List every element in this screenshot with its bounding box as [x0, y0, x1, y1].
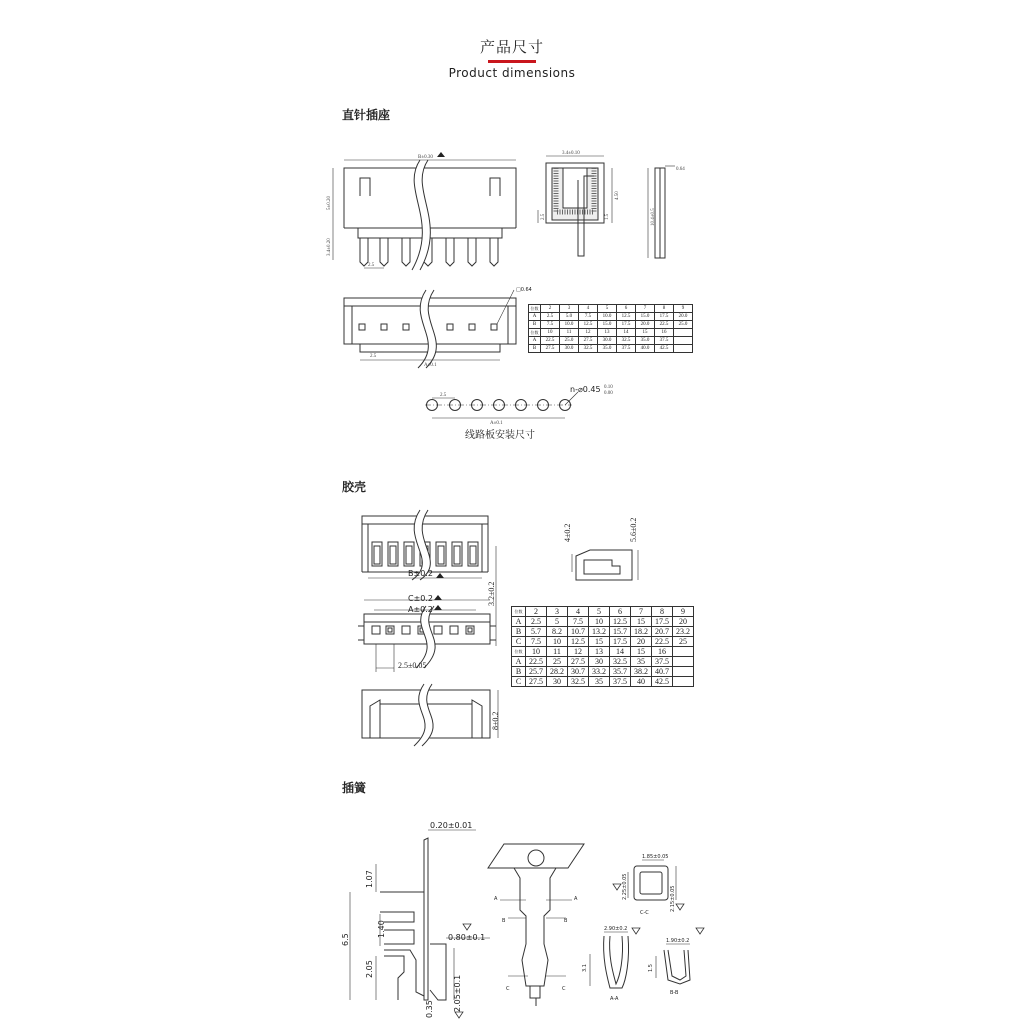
- housing-table-cell: 位数: [512, 607, 526, 617]
- section-b-b: [656, 944, 690, 984]
- header-pin-table-cell: 12.5: [579, 321, 598, 329]
- housing-table-row: [512, 627, 694, 637]
- housing-table-row: [512, 677, 694, 687]
- terminal-top-view: [488, 844, 584, 1006]
- housing-table-cell: B: [512, 667, 526, 677]
- dim-side-h2: 2.5: [541, 213, 546, 220]
- housing-table-cell: 25: [673, 637, 694, 647]
- housing-table-cell: 17.5: [652, 617, 673, 627]
- housing-table-cell: 15: [589, 637, 610, 647]
- header-pin-table-cell: 17.5: [655, 313, 674, 321]
- housing-back-view: [362, 684, 498, 746]
- dim-pcb-pitch: 2.5: [440, 393, 447, 398]
- dim-terminal-65: 6.5: [341, 933, 350, 946]
- header-pin-table-cell: 25.0: [560, 337, 579, 345]
- label-cut-c-right: C: [562, 986, 566, 992]
- housing-table-cell: 38.2: [631, 667, 652, 677]
- header-pin-table-cell: [674, 345, 693, 353]
- header-pin-table-cell: 37.5: [655, 337, 674, 345]
- dim-pcb-hole: n-⌀0.45: [570, 385, 601, 394]
- header-pin-table-cell: 9: [674, 305, 693, 313]
- section-a-a: [590, 932, 629, 988]
- housing-table-cell: 14: [610, 647, 631, 657]
- dim-housing-h-front: 3.2±0.2: [487, 581, 496, 606]
- housing-table-cell: 28.2: [547, 667, 568, 677]
- label-cut-a-left: A: [494, 896, 498, 902]
- housing-table-cell: 25: [547, 657, 568, 667]
- header-pin-table-cell: 6: [617, 305, 636, 313]
- header-pin-table-cell: 11: [560, 329, 579, 337]
- housing-table-cell: [673, 667, 694, 677]
- dim-terminal-thickness: 0.20±0.01: [430, 821, 473, 830]
- dim-side-h3: 1.5: [605, 213, 610, 220]
- header-pin-table-row: [529, 305, 693, 313]
- housing-table-cell: 40: [631, 677, 652, 687]
- housing-table-cell: 42.5: [652, 677, 673, 687]
- header-pin-table-cell: 7.5: [579, 313, 598, 321]
- housing-table-cell: 32.5: [568, 677, 589, 687]
- header-pin-table-cell: 32.5: [579, 345, 598, 353]
- header-pin-table-cell: 22.5: [655, 321, 674, 329]
- housing-table-row: [512, 647, 694, 657]
- housing-table-row: [512, 637, 694, 647]
- housing-table-cell: 35.7: [610, 667, 631, 677]
- dim-terminal-215: 2.15±0.05: [670, 885, 676, 912]
- housing-table-cell: 23.2: [673, 627, 694, 637]
- header-pin-table-cell: 30.0: [598, 337, 617, 345]
- header-pin-table-row: [529, 313, 693, 321]
- housing-table-cell: 10: [526, 647, 547, 657]
- header-pin-table-cell: 16: [655, 329, 674, 337]
- housing-table-cell: [673, 677, 694, 687]
- dim-housing-side-4: 4±0.2: [563, 523, 572, 542]
- housing-table-cell: 33.2: [589, 667, 610, 677]
- housing-table-cell: 15: [631, 617, 652, 627]
- housing-table-cell: 40.7: [652, 667, 673, 677]
- housing-table-cell: 位数: [512, 647, 526, 657]
- section-title-terminal: 插簧: [342, 781, 367, 795]
- section-title-header-pin: 直针插座: [342, 108, 391, 122]
- housing-table-row: [512, 657, 694, 667]
- dim-housing-c: C±0.2: [408, 594, 434, 603]
- dim-terminal-290: 2.90±0.2: [604, 926, 628, 932]
- dim-pin-thick: 0.64: [676, 167, 685, 172]
- header-pin-table-cell: 13: [598, 329, 617, 337]
- header-pin-table-cell: [674, 329, 693, 337]
- housing-table-cell: 12.5: [610, 617, 631, 627]
- housing-table-cell: 5: [547, 617, 568, 627]
- dim-bottom-a: A±0.1: [424, 363, 437, 368]
- housing-table-row: [512, 607, 694, 617]
- housing-table-cell: A: [512, 617, 526, 627]
- housing-table-cell: 16: [652, 647, 673, 657]
- header-pin-table-cell: 35.0: [598, 345, 617, 353]
- housing-table-cell: A: [512, 657, 526, 667]
- housing-table-cell: 30: [547, 677, 568, 687]
- dim-terminal-225: 2.25±0.05: [622, 873, 628, 900]
- header-pin-spec-table: [528, 304, 693, 353]
- housing-table-cell: 20.7: [652, 627, 673, 637]
- section-c-c: [628, 860, 676, 900]
- header-pin-table-cell: 7: [636, 305, 655, 313]
- housing-table-cell: 5: [589, 607, 610, 617]
- page-subtitle: Product dimensions: [448, 66, 576, 80]
- dim-pin-square: □0.64: [516, 287, 532, 293]
- housing-table-cell: 15: [631, 647, 652, 657]
- header-pin-table-cell: 30.0: [560, 345, 579, 353]
- header-pin-table-cell: B: [529, 321, 541, 329]
- housing-table-cell: 3: [547, 607, 568, 617]
- header-pin-table-cell: 14: [617, 329, 636, 337]
- housing-table-cell: 7.5: [526, 637, 547, 647]
- header-pin-table-cell: A: [529, 313, 541, 321]
- housing-table-cell: 11: [547, 647, 568, 657]
- dim-terminal-140: 1.40: [377, 920, 386, 938]
- dim-side-h1: 4.50: [615, 191, 620, 200]
- housing-table-cell: 37.5: [652, 657, 673, 667]
- housing-table-cell: 7: [631, 607, 652, 617]
- header-pin-table-cell: 5: [598, 305, 617, 313]
- section-title-housing: 胶壳: [342, 480, 367, 494]
- header-pin-table-cell: 2.5: [541, 313, 560, 321]
- dim-housing-a: A±0.2: [408, 605, 433, 614]
- housing-table-cell: 10: [547, 637, 568, 647]
- header-pin-table-cell: 4: [579, 305, 598, 313]
- housing-table-cell: 4: [568, 607, 589, 617]
- header-pin-table-cell: 42.5: [655, 345, 674, 353]
- header-pin-table-cell: 27.5: [541, 345, 560, 353]
- housing-table-cell: 22.5: [652, 637, 673, 647]
- page-title: 产品尺寸: [479, 38, 544, 56]
- header-side-view: [538, 156, 612, 256]
- header-pin-table-row: [529, 329, 693, 337]
- dim-terminal-31: 3.1: [582, 964, 588, 972]
- housing-table-cell: 8.2: [547, 627, 568, 637]
- housing-table-cell: 20: [631, 637, 652, 647]
- dim-terminal-080: 0.80±0.1: [448, 933, 486, 942]
- header-pin-table-cell: 32.5: [617, 337, 636, 345]
- header-pin-table-cell: 10.0: [598, 313, 617, 321]
- dim-terminal-15: 1.5: [648, 964, 654, 972]
- housing-table-cell: 13: [589, 647, 610, 657]
- housing-table-cell: B: [512, 627, 526, 637]
- header-pin-table-cell: 35.0: [636, 337, 655, 345]
- dim-height-pin: 3.4±0.20: [327, 238, 332, 256]
- header-pin-table-cell: 位数: [530, 329, 539, 335]
- dim-housing-pitch: 2.5±0.05: [398, 661, 427, 670]
- dim-side-width: 3.4±0.10: [562, 151, 580, 156]
- dim-bottom-pitch: 2.5: [370, 354, 377, 359]
- dim-b-width: B±0.30: [418, 155, 433, 160]
- header-pin-table-cell: 15.0: [598, 321, 617, 329]
- pcb-layout-label: 线路板安装尺寸: [465, 430, 535, 441]
- housing-table-cell: 10: [589, 617, 610, 627]
- dim-terminal-205b: 2.05±0.1: [453, 974, 462, 1012]
- label-cut-b-right: B: [564, 918, 568, 924]
- housing-table-cell: 13.2: [589, 627, 610, 637]
- header-pin-table-cell: 7.5: [541, 321, 560, 329]
- housing-table-cell: 8: [652, 607, 673, 617]
- housing-table-cell: 2: [526, 607, 547, 617]
- header-pin-table-cell: 2: [541, 305, 560, 313]
- housing-table-cell: 35: [589, 677, 610, 687]
- housing-table-cell: 32.5: [610, 657, 631, 667]
- dim-terminal-185: 1.85±0.05: [642, 854, 669, 860]
- housing-table-cell: [673, 647, 694, 657]
- dim-housing-h-back: 8±0.2: [491, 711, 500, 730]
- label-section-cc: C-C: [640, 910, 649, 916]
- header-pin-table-cell: 25.0: [674, 321, 693, 329]
- housing-table-cell: C: [512, 637, 526, 647]
- dim-housing-side-56: 5.6±0.2: [629, 517, 638, 542]
- label-cut-a-right: A: [574, 896, 578, 902]
- housing-table-cell: 25.7: [526, 667, 547, 677]
- housing-table-cell: 12.5: [568, 637, 589, 647]
- header-pin-table-cell: B: [529, 345, 541, 353]
- housing-table-cell: 6: [610, 607, 631, 617]
- header-pin-table-cell: 40.0: [636, 345, 655, 353]
- header-pin-table-cell: 3: [560, 305, 579, 313]
- label-cut-c-left: C: [506, 986, 510, 992]
- housing-table-cell: 22.5: [526, 657, 547, 667]
- pcb-layout: [425, 392, 578, 418]
- dim-pcb-tol-bot: 0.00: [604, 391, 613, 396]
- header-pin-table-cell: 37.5: [617, 345, 636, 353]
- header-front-view: [333, 160, 516, 270]
- dim-terminal-035: 0.35: [425, 1000, 434, 1018]
- header-pin-table-cell: 5.0: [560, 313, 579, 321]
- housing-table-cell: [673, 657, 694, 667]
- housing-table-cell: 27.5: [526, 677, 547, 687]
- header-pin-table-cell: 22.5: [541, 337, 560, 345]
- header-pin-table-cell: 15.0: [636, 313, 655, 321]
- header-pin-table-row: [529, 337, 693, 345]
- header-pin-table-cell: 27.5: [579, 337, 598, 345]
- housing-table-cell: 37.5: [610, 677, 631, 687]
- header-pin-table-cell: 20.0: [636, 321, 655, 329]
- dim-terminal-190: 1.90±0.2: [666, 938, 690, 944]
- housing-table-cell: 30: [589, 657, 610, 667]
- housing-spec-table: [511, 606, 694, 687]
- housing-table-cell: 15.7: [610, 627, 631, 637]
- dim-terminal-205: 2.05: [365, 960, 374, 978]
- header-pin-table-cell: [674, 337, 693, 345]
- housing-table-cell: C: [512, 677, 526, 687]
- header-pin-table-cell: A: [529, 337, 541, 345]
- header-pin-table-cell: 10: [541, 329, 560, 337]
- header-pin-table-row: [529, 345, 693, 353]
- housing-table-cell: 27.5: [568, 657, 589, 667]
- housing-table-cell: 17.5: [610, 637, 631, 647]
- housing-table-row: [512, 617, 694, 627]
- header-pin-table-cell: 15: [636, 329, 655, 337]
- label-section-bb: B-B: [670, 990, 679, 996]
- housing-table-cell: 9: [673, 607, 694, 617]
- dim-pitch: 2.5: [368, 263, 375, 268]
- header-pin-table-cell: 10.0: [560, 321, 579, 329]
- housing-table-cell: 35: [631, 657, 652, 667]
- header-pin-table-cell: 20.0: [674, 313, 693, 321]
- dim-pin-total: 10.4±0.5: [651, 208, 656, 226]
- header-pin-table-cell: 12: [579, 329, 598, 337]
- housing-table-cell: 30.7: [568, 667, 589, 677]
- dim-housing-b: B±0.2: [408, 569, 433, 578]
- housing-table-cell: 18.2: [631, 627, 652, 637]
- header-pin-table-cell: 8: [655, 305, 674, 313]
- label-cut-b-left: B: [502, 918, 506, 924]
- dim-terminal-107: 1.07: [365, 870, 374, 888]
- housing-table-cell: 7.5: [568, 617, 589, 627]
- housing-table-cell: 2.5: [526, 617, 547, 627]
- housing-side-view: [572, 550, 638, 580]
- label-section-aa: A-A: [610, 996, 619, 1002]
- dim-pcb-a: A±0.1: [490, 421, 503, 426]
- housing-table-cell: 20: [673, 617, 694, 627]
- header-pin-table-cell: 12.5: [617, 313, 636, 321]
- housing-table-cell: 12: [568, 647, 589, 657]
- header-pin-table-cell: 17.5: [617, 321, 636, 329]
- housing-table-cell: 10.7: [568, 627, 589, 637]
- header-pin-table-row: [529, 321, 693, 329]
- dim-pcb-tol-top: 0.10: [604, 385, 613, 390]
- dim-height-top: 5±0.20: [327, 196, 332, 210]
- header-pin-table-cell: 位数: [530, 305, 539, 311]
- housing-table-row: [512, 667, 694, 677]
- housing-table-cell: 5.7: [526, 627, 547, 637]
